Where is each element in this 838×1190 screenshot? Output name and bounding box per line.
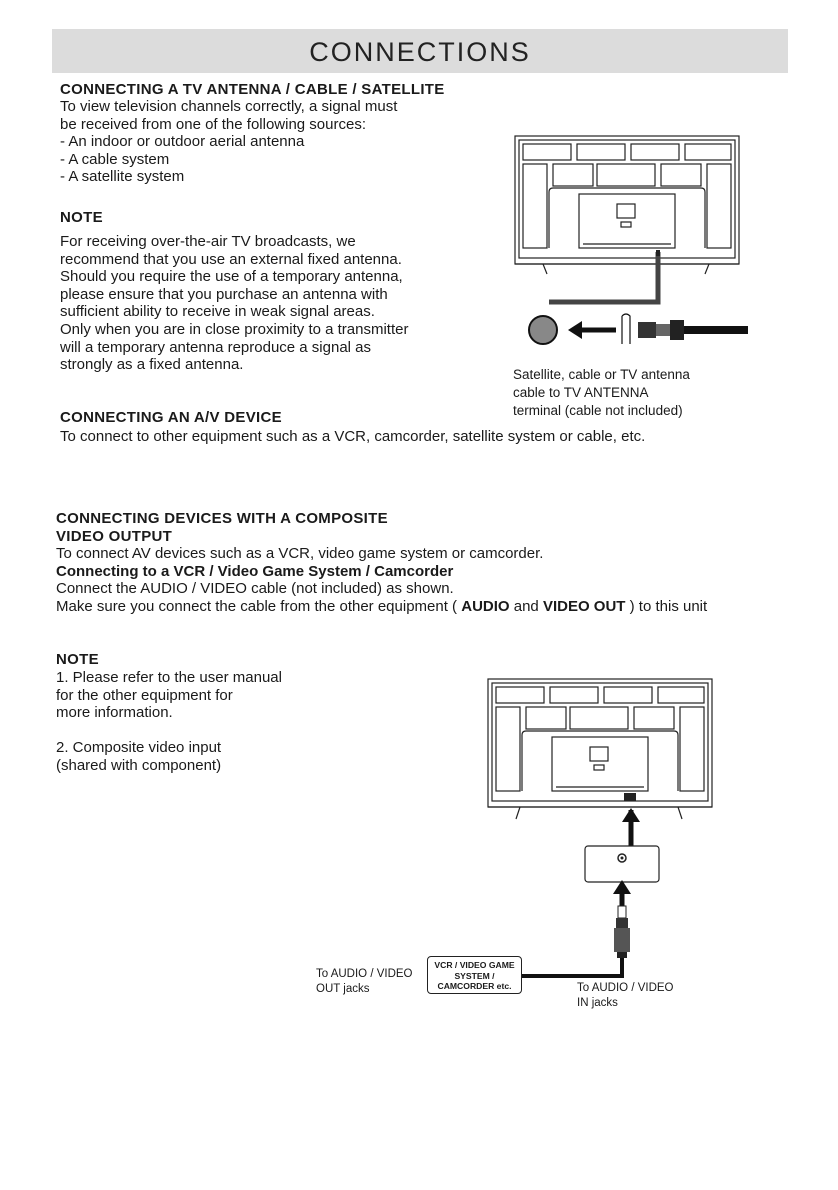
note2-line: (shared with component) xyxy=(56,756,222,774)
composite-subheading: Connecting to a VCR / Video Game System / Camcorder xyxy=(56,562,454,580)
composite-heading xyxy=(56,510,388,545)
device-box-line: SYSTEM / xyxy=(454,970,495,981)
antenna-connector-diagram xyxy=(522,312,748,352)
composite-note2 xyxy=(56,739,221,774)
label-out-line: OUT jacks xyxy=(316,983,370,995)
label-in-line: To AUDIO / VIDEO xyxy=(577,982,674,994)
rotate-icon xyxy=(622,314,630,344)
caption-line: terminal (cable not included) xyxy=(513,403,683,418)
antenna-intro xyxy=(60,98,397,186)
antenna-intro-line: To view television channels correctly, a signal must xyxy=(60,98,398,115)
source-item: - An indoor or outdoor aerial antenna xyxy=(60,133,305,151)
source-item: - A cable system xyxy=(60,150,170,168)
composite-note-heading: NOTE xyxy=(56,651,99,668)
av-heading: CONNECTING AN A/V DEVICE xyxy=(60,409,282,426)
av-text xyxy=(60,428,645,446)
av-adapter-box xyxy=(585,846,659,882)
label-in xyxy=(577,981,674,1011)
caption-line: cable to TV ANTENNA xyxy=(513,385,649,400)
antenna-heading: CONNECTING A TV ANTENNA / CABLE / SATELLITE xyxy=(60,81,445,98)
av-text-line: To connect to other equipment such as a VCR, camcorder, satellite system or cable, etc. xyxy=(60,428,646,445)
caption-line: Satellite, cable or TV antenna xyxy=(513,367,690,382)
device-box xyxy=(427,956,522,994)
composite-body xyxy=(56,545,707,615)
line2-prefix: Make sure you connect the cable from the other equipment ( xyxy=(56,597,462,615)
note1-line: 1. Please refer to the user manual xyxy=(56,669,282,686)
note2-line: 2. Composite video input xyxy=(56,739,222,756)
note-line: strongly as a fixed antenna. xyxy=(60,356,244,374)
device-box-line: VCR / VIDEO GAME xyxy=(434,960,515,970)
composite-note1 xyxy=(56,669,282,722)
label-in-line: IN jacks xyxy=(577,997,618,1009)
note1-line: more information. xyxy=(56,704,173,722)
antenna-note-heading: NOTE xyxy=(60,209,103,226)
line2-suffix: ) to this unit xyxy=(625,597,708,615)
note-line: Should you require the use of a temporary antenna, xyxy=(60,268,403,286)
note1-line: for the other equipment for xyxy=(56,686,233,704)
page-title: CONNECTIONS xyxy=(309,37,531,67)
audio-label: AUDIO xyxy=(461,597,510,615)
composite-intro: To connect AV devices such as a VCR, video game system or camcorder. xyxy=(56,545,544,562)
label-out-line: To AUDIO / VIDEO xyxy=(316,968,413,980)
note-line: recommend that you use an external fixed antenna. xyxy=(60,250,402,268)
line2-and: and xyxy=(509,597,543,615)
arrow-up-icon xyxy=(622,808,640,822)
label-out xyxy=(316,967,413,997)
video-out-label: VIDEO OUT xyxy=(542,597,626,615)
composite-heading-line: VIDEO OUTPUT xyxy=(56,527,173,545)
source-item: - A satellite system xyxy=(60,168,185,186)
tv-back-composite-diagram xyxy=(486,677,716,827)
composite-line2 xyxy=(56,598,707,616)
title-bar xyxy=(52,29,788,73)
note-line: Only when you are in close proximity to a transmitter xyxy=(60,320,409,338)
note-line: For receiving over-the-air TV broadcasts, we xyxy=(60,233,356,250)
note-line: will a temporary antenna reproduce a signal as xyxy=(60,338,372,356)
antenna-caption xyxy=(513,366,690,420)
device-box-line: CAMCORDER etc. xyxy=(437,981,512,991)
antenna-terminal-icon xyxy=(529,316,557,344)
note-line: sufficient ability to receive in weak signal areas. xyxy=(60,303,375,321)
antenna-intro-line: be received from one of the following sources: xyxy=(60,115,366,133)
arrow-left-icon xyxy=(568,321,582,339)
composite-heading-line: CONNECTING DEVICES WITH A COMPOSITE xyxy=(56,510,388,527)
antenna-note xyxy=(60,233,408,374)
composite-line1: Connect the AUDIO / VIDEO cable (not included) as shown. xyxy=(56,580,454,598)
note-line: please ensure that you purchase an antenna with xyxy=(60,285,388,303)
